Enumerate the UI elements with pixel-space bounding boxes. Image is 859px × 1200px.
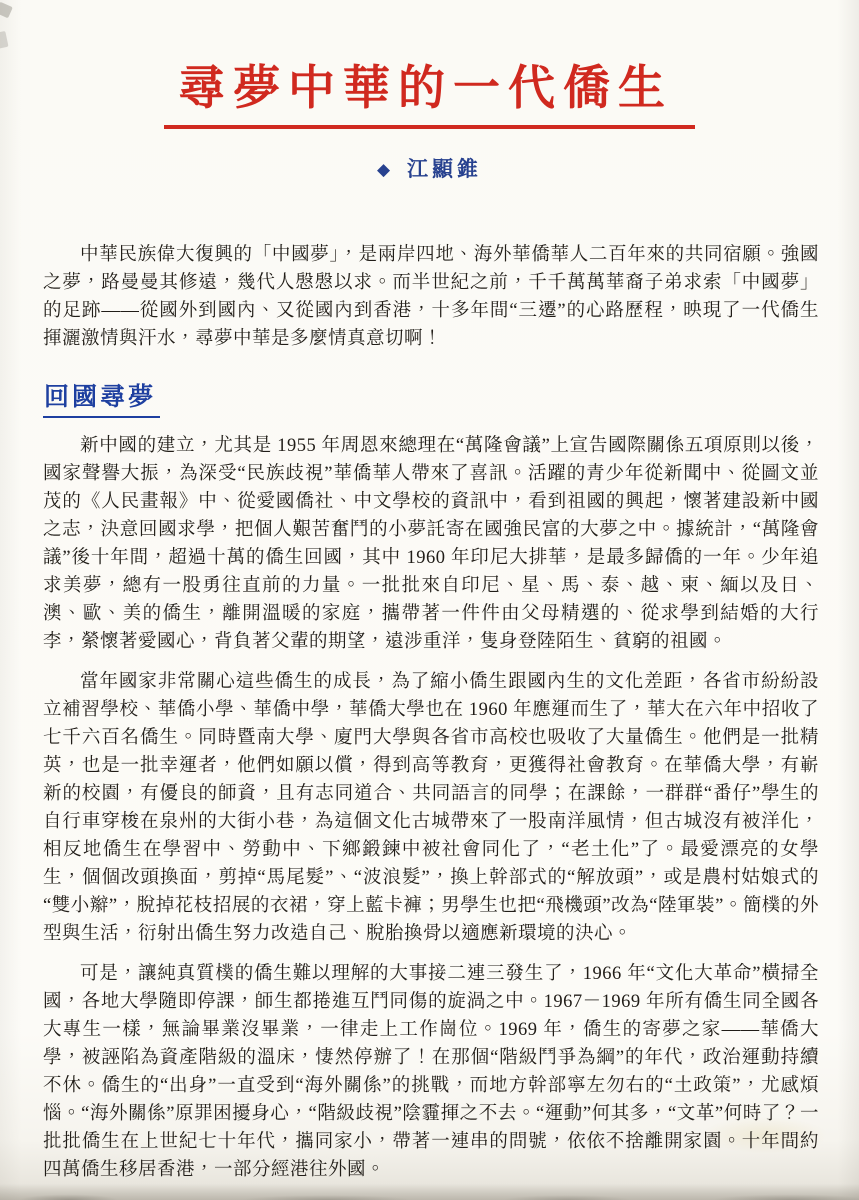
title-block	[0, 0, 859, 129]
section-heading: 回國尋夢	[43, 377, 160, 418]
intro-paragraph: 中華民族偉大復興的「中國夢」，是兩岸四地、海外華僑華人二百年來的共同宿願。強國之夢，路曼曼其修遠，幾代人慇慇以求。而半世紀之前，千千萬萬華裔子弟求索「中國夢」的足跡——從國外到國內、又從國內到香港，十多年間“三遷”的心路歷程，映現了一代僑生揮灑激情與汗水，尋夢中華是多麼情真意切啊！	[43, 245, 819, 350]
paragraph: 當年國家非常關心這些僑生的成長，為了縮小僑生跟國內生的文化差距，各省市紛紛設立補習學校、華僑小學、華僑中學，華僑大學也在 1960 年應運而生了，華大在六年中招收了七千六百名僑生。同時暨南大學、廈門大學與各省市高校也吸收了大量僑生。他們是一批精英，也是一批幸運者，他們如願以償，得到高等教育，更獲得社會教育。在華僑大學，有嶄新的校園，有優良的師資，且有志同道合、共同語言的同學；在課餘，一群群“番仔”學生的自行車穿梭在泉州的大街小巷，為這個文化古城帶來了一股南洋風情，但古城沒有被洋化，相反地僑生在學習中、勞動中、下鄉鍛鍊中被社會同化了，“老土化”了。最愛漂亮的女學生，個個改頭換面，剪掉“馬尾髮”、“波浪髮”，換上幹部式的“解放頭”，或是農村姑娘式的“雙小辮”，脫掉花枝招展的衣裙，穿上藍卡褲；男學生也把“飛機頭”改為“陸軍裝”。簡樸的外型與生活，衍射出僑生努力改造自己、脫胎換骨以適應新環境的決心。	[43, 672, 819, 945]
scan-shadow	[0, 1184, 859, 1200]
paragraph: 可是，讓純真質樸的僑生難以理解的大事接二連三發生了，1966 年“文化大革命”橫掃全國，各地大學隨即停課，師生都捲進互鬥同傷的旋渦之中。1967－1969 年所有僑生同全國各大專生一樣，無論畢業沒畢業，一律走上工作崗位。1969 年，僑生的寄夢之家——華僑大學，被誣陷為資產階級的溫床，悽然停辦了！在那個“階級鬥爭為綱”的年代，政治運動持續不休。僑生的“出身”一直受到“海外關係”的挑戰，而地方幹部寧左勿右的“土政策”，尤感煩惱。“海外關係”原罪困擾身心，“階級歧視”陰霾揮之不去。“運動”何其多，“文革”何時了？一批批僑生在上世紀七十年代，攜同家小，帶著一連串的問號，依依不捨離開家園。十年間約四萬僑生移居香港，一部分經港往外國。	[43, 964, 819, 1181]
paragraph: 新中國的建立，尤其是 1955 年周恩來總理在“萬隆會議”上宣告國際關係五項原則以後，國家聲譽大振，為深受“民族歧視”華僑華人帶來了喜訊。活躍的青少年從新聞中、從圖文並茂的《人民畫報》中、從愛國僑社、中文學校的資訊中，看到祖國的興起，懷著建設新中國之志，決意回國求學，把個人艱苦奮鬥的小夢託寄在國強民富的大夢之中。據統計，“萬隆會議”後十年間，超過十萬的僑生回國，其中 1960 年印尼大排華，是最多歸僑的一年。少年追求美夢，總有一股勇往直前的力量。一批批來自印尼、星、馬、泰、越、柬、緬以及日、澳、歐、美的僑生，離開溫暖的家庭，攜帶著一件件由父母精選的、從求學到結婚的大行李，縈懷著愛國心，背負著父輩的期望，遠涉重洋，隻身登陸陌生、貧窮的祖國。	[43, 436, 819, 653]
diamond-icon: ◆	[376, 160, 391, 180]
author-line	[0, 153, 859, 183]
document-body	[0, 241, 859, 1184]
page-title: 尋夢中華的一代僑生	[164, 62, 695, 129]
section-heading-row	[43, 377, 819, 418]
author-name: 江顯錐	[407, 157, 483, 182]
